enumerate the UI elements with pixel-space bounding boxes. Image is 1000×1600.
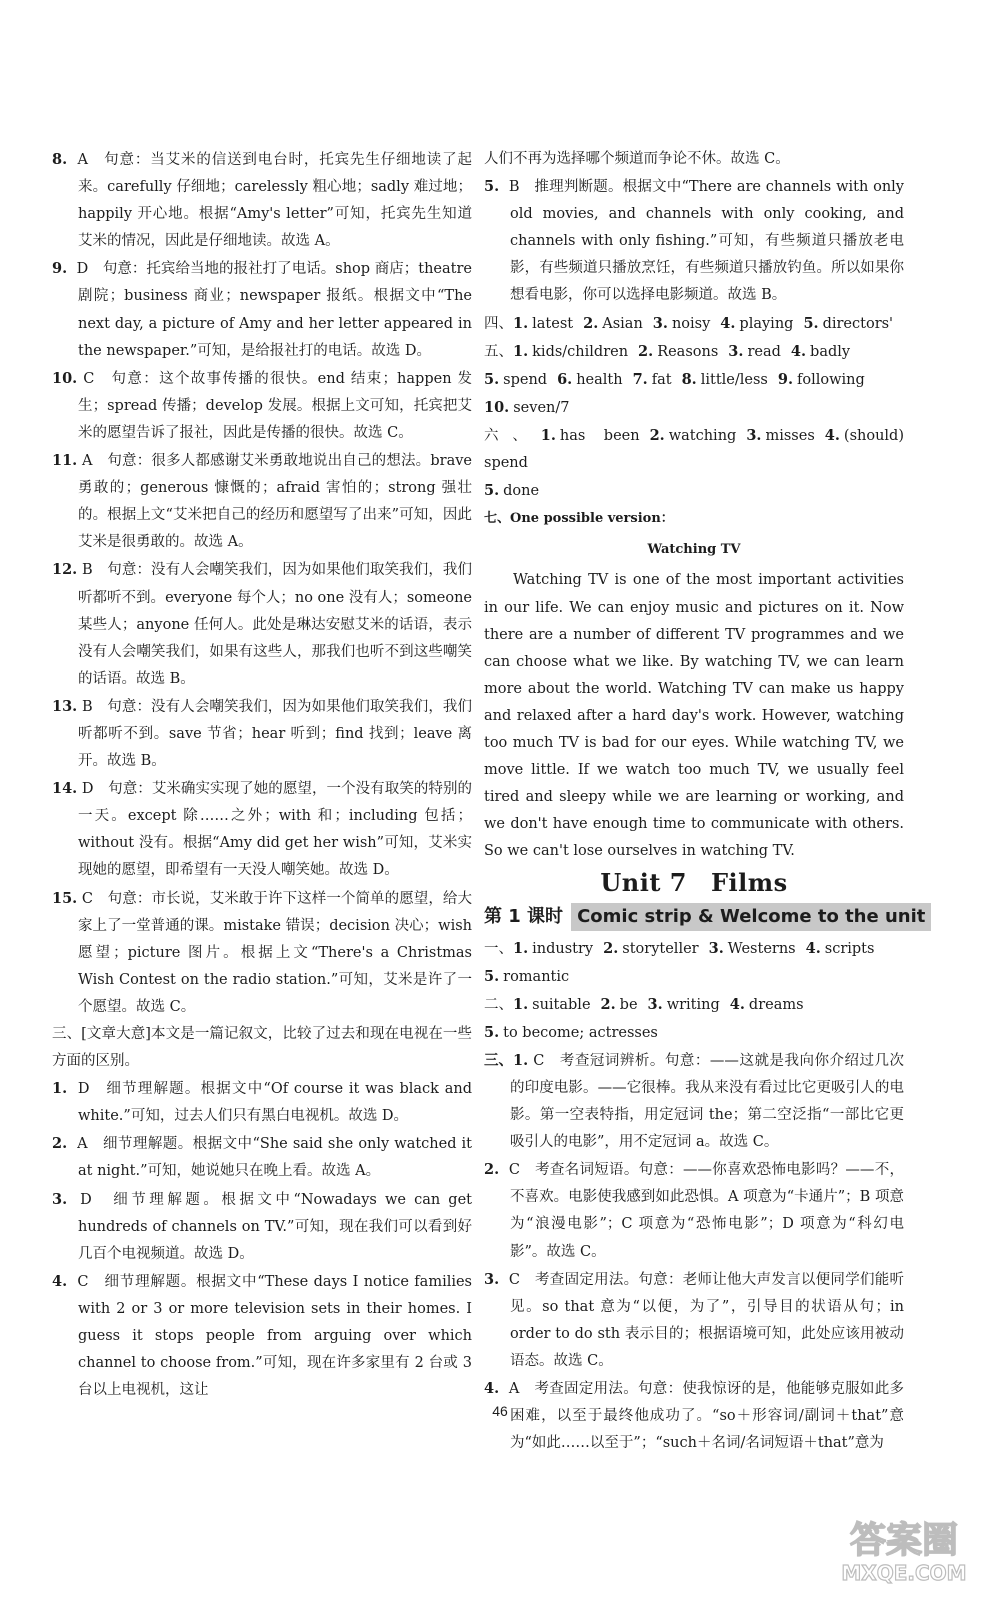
answer-value: (should) spend — [484, 427, 904, 472]
section-label: 一、 — [484, 940, 513, 957]
answer-row — [484, 422, 904, 477]
item-text: B 句意：没有人会嘲笑我们，因为如果他们取笑我们，我们听都听不到。everyone 每个人；no one 没有人；someone 某些人；anyone 任何人。此处是琳达安慰艾米的话语，表示没有人会嘲笑我们，如果有这些人，那我们也听不到这些嘲笑的话语。故选 B。 — [78, 562, 472, 687]
item-text: C 细节理解题。根据文中“These days I notice families with 2 or 3 or more television sets in their homes. I guess it stops people from arguing over which channel to choose from.”可知，现在许多家里有 2 台或 3 台以上电视机，这让 — [77, 1273, 473, 1399]
answer-item — [52, 1268, 472, 1404]
item-text: D 句意：托宾给当地的报社打了电话。shop 商店；theatre 剧院；business 商业；newspaper 报纸。根据文中“The next day, a picture of Amy and her letter appeared in the newspaper.”可知，是给报社打的电话。故选 D。 — [76, 261, 472, 359]
item-number: 2. — [484, 1161, 500, 1179]
answer-number: 8. — [681, 370, 697, 388]
answer-value: Reasons — [657, 343, 719, 360]
item-text: C 考查冠词辨析。句意：——这就是我向你介绍过几次的印度电影。——它很棒。我从来没有看过比它更吸引人的电影。第一空表特指，用定冠词 the；第二空泛指“一部比它更吸引人的电影”，用不定冠词 a。故选 C。 — [510, 1052, 905, 1151]
answer-value: read — [747, 343, 781, 360]
item-number: 8. — [52, 151, 68, 168]
item-number: 3. — [52, 1190, 68, 1208]
answer-row — [484, 991, 904, 1019]
answer-value: writing — [666, 996, 720, 1013]
item-number: 1. — [52, 1080, 68, 1098]
item-text: D 细节理解题。根据文中“Of course it was black and white.”可知，过去人们只有黑白电视机。故选 D。 — [77, 1081, 473, 1125]
item-number: 12. — [52, 561, 78, 579]
answer-number: 4. — [824, 426, 840, 444]
answer-value: health — [576, 371, 623, 388]
continued-text: 人们不再为选择哪个频道而争论不休。故选 C。 — [484, 151, 790, 167]
answer-item — [484, 1047, 904, 1156]
section-intro: 三、[文章大意]本文是一篇记叙文，比较了过去和现在电视在一些方面的区别。 — [52, 1026, 472, 1070]
lesson-title: Comic strip & Welcome to the unit — [571, 903, 931, 931]
section-label: 六、 — [484, 427, 541, 444]
item-text: D 句意：艾米确实实现了她的愿望，一个没有取笑的特别的一天。except 除……之外；with 和；including 包括；without 没有。根据“Amy did get her wish”可知，艾米实现她的愿望，即希望有一天没人嘲笑她。故选 D。 — [78, 781, 473, 879]
answer-number: 3. — [647, 995, 663, 1013]
item-text: A 细节理解题。根据文中“She said she only watched it at night.”可知，她说她只在晚上看。故选 A。 — [77, 1136, 473, 1180]
answer-number: 1. — [513, 314, 529, 332]
answer-value: misses — [765, 427, 815, 444]
answer-number: 2. — [603, 939, 619, 957]
answer-number: 2. — [583, 314, 599, 332]
answer-number: 2. — [600, 995, 616, 1013]
answer-row — [484, 394, 904, 422]
answer-value: kids/children — [532, 343, 629, 360]
answer-number: 4. — [729, 995, 745, 1013]
section-label: 五、 — [484, 343, 513, 360]
item-number: 三、1. — [484, 1051, 529, 1069]
answer-value: watching — [668, 427, 737, 444]
item-number: 5. — [484, 178, 500, 196]
item-text: C 句意：这个故事传播的很快。end 结束；happen 发生；spread 传播；develop 发展。根据上文可知，托宾把艾米的愿望告诉了报社，因此是传播的很快。故选 C。 — [78, 370, 472, 441]
answer-item — [484, 1266, 904, 1375]
answer-item — [52, 1186, 472, 1268]
item-number: 4. — [484, 1380, 500, 1398]
item-text: A 考查固定用法。句意：使我惊讶的是，他能够克服如此多困难，以至于最终他成功了。“so＋形容词/副词＋that”意为“如此……以至于”；“such＋名词/名词短语＋that”意为 — [508, 1381, 904, 1452]
answer-number: 4. — [720, 314, 736, 332]
answer-value: has been — [559, 427, 640, 444]
answer-number: 3. — [708, 939, 724, 957]
item-text: C 考查名词短语。句意：——你喜欢恐怖电影吗？——不，不喜欢。电影使我感到如此恐惧。A 项意为“卡通片”；B 项意为“浪漫电影”；C 项意为“恐怖电影”；D 项意为“科幻电影”。故选 C。 — [508, 1162, 905, 1260]
answer-value: fat — [651, 371, 672, 388]
answer-number: 3. — [746, 426, 762, 444]
answer-item — [52, 447, 472, 556]
watermark-logo — [818, 1508, 990, 1588]
item-text: B 推理判断题。根据文中“There are channels with only old movies, and channels with only cooking, and channels with only fishing.”可知，有些频道只播放老电影，有些频道只播放烹饪，有些频道只播放钓鱼。所以如果你想看电影，你可以选择电影频道。故选 B。 — [508, 179, 904, 304]
item-number: 2. — [52, 1135, 68, 1153]
answer-number: 1. — [513, 995, 529, 1013]
answer-value: industry — [532, 940, 594, 957]
page-number: 46 — [492, 1403, 508, 1419]
section-label: 七、One possible version： — [484, 511, 674, 527]
answer-item — [52, 146, 472, 255]
item-text: C 考查固定用法。句意：老师让他大声发言以便同学们能听见。so that 意为“以便，为了”，引导目的状语从句；in order to do sth 表示目的；根据语境可知，此处应该用被动语态。故选 C。 — [508, 1271, 905, 1369]
answer-value: done — [503, 483, 540, 500]
item-text: A 句意：当艾米的信送到电台时，托宾先生仔细地读了起来。carefully 仔细地；carelessly 粗心地；sadly 难过地；happily 开心地。根据“Amy's letter”可知，托宾先生知道艾米的情况，因此是仔细地读。故选 A。 — [77, 152, 472, 250]
answer-value: badly — [810, 343, 851, 360]
answer-item — [484, 173, 904, 309]
answer-row — [484, 310, 904, 338]
answer-number: 4. — [805, 939, 821, 957]
section-label: 二、 — [484, 996, 513, 1013]
right-column — [484, 146, 926, 1457]
answer-value: storyteller — [622, 940, 699, 957]
item-number: 11. — [52, 452, 78, 470]
answer-value: to become; actresses — [503, 1024, 658, 1041]
item-number: 9. — [52, 260, 68, 278]
answer-value: little/less — [700, 371, 768, 388]
answer-item — [484, 1156, 904, 1265]
answer-value: noisy — [671, 315, 711, 332]
watermark-text-cn: 答案圈 — [849, 1520, 959, 1561]
answer-item — [52, 885, 472, 1021]
answer-number: 6. — [557, 370, 573, 388]
answer-number: 10. — [484, 398, 510, 416]
answer-value: scripts — [824, 940, 875, 957]
essay-title: Watching TV — [647, 542, 741, 558]
answer-row — [484, 935, 904, 963]
answer-item — [52, 1130, 472, 1185]
answer-number: 3. — [652, 314, 668, 332]
answer-value: playing — [739, 315, 794, 332]
answer-number: 5. — [484, 370, 500, 388]
answer-number: 5. — [803, 314, 819, 332]
item-text: D 细节理解题。根据文中“Nowadays we can get hundreds of channels on TV.”可知，现在我们可以看到好几百个电视频道。故选 D。 — [78, 1191, 472, 1262]
unit-name: Films — [710, 868, 788, 898]
item-number: 13. — [52, 697, 78, 715]
answer-number: 1. — [540, 426, 556, 444]
answer-item — [52, 556, 472, 692]
answer-number: 1. — [513, 939, 529, 957]
left-column — [52, 146, 472, 1404]
answer-number: 2. — [638, 342, 654, 360]
answer-value: latest — [532, 315, 574, 332]
watermark-text-url: MXQE.COM — [841, 1561, 967, 1585]
answer-value: suitable — [532, 996, 591, 1013]
item-number: 15. — [52, 889, 78, 907]
answer-row — [484, 963, 904, 991]
answer-number: 3. — [728, 342, 744, 360]
item-text: C 句意：市长说，艾米敢于许下这样一个简单的愿望，给大家上了一堂普通的课。mistake 错误；decision 决心；wish 愿望；picture 图片。根据上文“There's a Christmas Wish Contest on the radio station.”可知，艾米是许了一个愿望。故选 C。 — [78, 890, 473, 1015]
item-number: 10. — [52, 369, 78, 387]
answer-value: seven/7 — [513, 399, 570, 416]
answer-value: Westerns — [727, 940, 796, 957]
item-text: A 句意：很多人都感谢艾米勇敢地说出自己的想法。brave 勇敢的；generous 慷慨的；afraid 害怕的；strong 强壮的。根据上文“艾米把自己的经历和愿望写了出来”可知，因此艾米是很勇敢的。故选 A。 — [78, 453, 472, 551]
answer-number: 7. — [632, 370, 648, 388]
answer-row — [484, 1019, 904, 1047]
answer-row — [484, 338, 904, 366]
answer-value: directors' — [822, 315, 894, 332]
lesson-number: 第 1 课时 — [484, 905, 564, 927]
answer-number: 4. — [790, 342, 807, 360]
answer-value: spend — [503, 371, 548, 388]
answer-row — [484, 366, 904, 394]
answer-value: be — [619, 996, 638, 1013]
answer-item — [52, 775, 472, 884]
answer-item — [52, 365, 472, 447]
answer-number: 1. — [513, 342, 529, 360]
unit-label: Unit 7 — [600, 868, 687, 898]
answer-value: following — [797, 371, 865, 388]
answer-number: 2. — [649, 426, 665, 444]
answer-row — [484, 477, 904, 505]
item-number: 14. — [52, 780, 78, 798]
answer-item — [52, 255, 472, 364]
unit-title — [484, 869, 904, 896]
answer-item — [52, 1075, 472, 1130]
item-number: 4. — [52, 1272, 68, 1290]
answer-value: romantic — [503, 968, 570, 985]
answer-number: 9. — [777, 370, 793, 388]
essay-body: Watching TV is one of the most important activities in our life. We can enjoy music and pictures on it. Now there are a number of different TV programmes and we can choose what we like. By watching TV, we can learn more about the world. Watching TV can make us happy and relaxed after a hard day's work. However, watching too much TV is bad for our eyes. While watching TV, we move little. If we watch too much TV, we usually feel tired and sleepy while we are learning or working, and we don't have enough time to communicate with others. So we can't lose ourselves in watching TV. — [484, 572, 904, 860]
answer-number: 5. — [484, 967, 500, 985]
section-label: 四、 — [484, 315, 513, 332]
answer-value: Asian — [602, 315, 643, 332]
answer-number: 5. — [484, 1023, 500, 1041]
answer-value: dreams — [748, 996, 804, 1013]
item-number: 3. — [484, 1270, 500, 1288]
answer-item — [52, 693, 472, 775]
answer-number: 5. — [484, 482, 500, 500]
item-text: B 句意：没有人会嘲笑我们，因为如果他们取笑我们，我们听都听不到。save 节省；hear 听到；find 找到；leave 离开。故选 B。 — [78, 698, 472, 770]
lesson-header — [484, 903, 926, 931]
